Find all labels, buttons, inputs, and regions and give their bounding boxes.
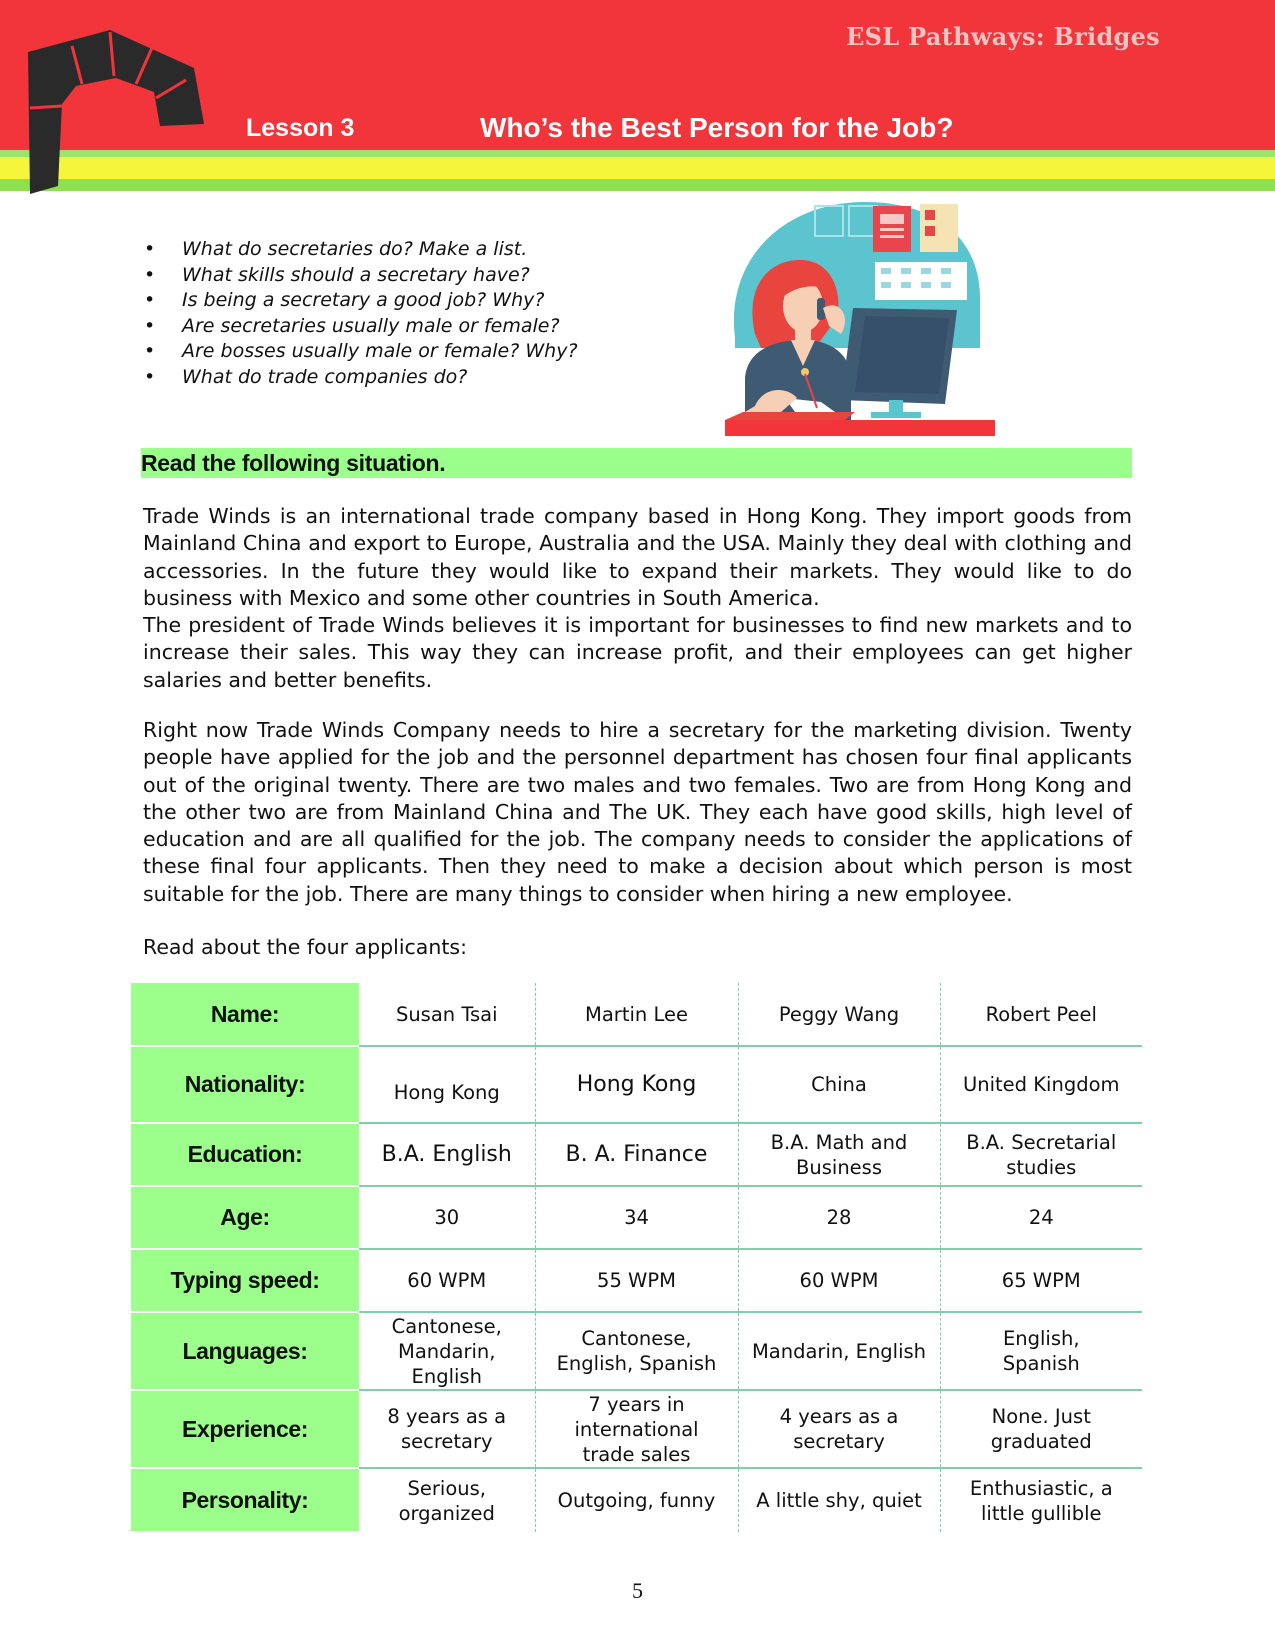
table-cell: 8 years as a secretary xyxy=(359,1390,535,1468)
table-row xyxy=(131,1312,1142,1390)
bullet-icon: • xyxy=(144,314,156,337)
table-cell: Serious, organized xyxy=(359,1468,535,1532)
table-cell: Enthusiastic, a little gullible xyxy=(969,1476,1113,1525)
table-cell: Susan Tsai xyxy=(359,983,535,1046)
applicants-table xyxy=(131,983,1142,1533)
table-cell: B.A. Math and Business xyxy=(738,1123,940,1186)
lesson-title: Who’s the Best Person for the Job? xyxy=(480,112,954,143)
text-line: Trade Winds is an international trade company based in Hong Kong. They import goods from xyxy=(143,504,1132,528)
text-line: The president of Trade Winds believes it is important for businesses to find new markets and to xyxy=(143,613,1132,638)
text-line: these final four applicants. Then they need to make a decision about which person is most xyxy=(143,854,1132,879)
table-row xyxy=(131,1249,1142,1312)
list-item: • What do trade companies do? xyxy=(144,365,468,388)
table-intro: Read about the four applicants: xyxy=(143,935,467,959)
page-number: 5 xyxy=(632,1578,643,1603)
table-row xyxy=(131,1123,1142,1186)
table-cell: Martin Lee xyxy=(535,983,738,1046)
table-cell: B. A. Finance xyxy=(535,1123,738,1186)
situation-paragraph-2 xyxy=(143,717,1132,908)
row-label-typing-speed: Typing speed: xyxy=(131,1249,359,1312)
table-cell: Cantonese, English, Spanish xyxy=(535,1312,738,1390)
bullet-icon: • xyxy=(144,365,156,388)
lesson-number: Lesson 3 xyxy=(246,114,355,142)
table-cell: 60 WPM xyxy=(359,1249,535,1312)
table-cell: 55 WPM xyxy=(535,1249,738,1312)
bullet-icon: • xyxy=(144,340,156,362)
text-line: people have applied for the job and the personnel department has chosen four final applicants xyxy=(143,745,1132,770)
table-cell: 28 xyxy=(738,1186,940,1249)
situation-paragraph-1 xyxy=(143,503,1132,694)
warmup-question-list xyxy=(140,237,578,390)
text-line: Mainland China and export to Europe, Australia and the USA. Mainly they deal with clothing and xyxy=(143,531,1132,556)
table-cell: Outgoing, funny xyxy=(535,1468,738,1532)
table-row xyxy=(131,1186,1142,1249)
table-cell: B.A. English xyxy=(359,1123,535,1186)
list-item: • Are secretaries usually male or female? xyxy=(144,314,560,337)
text-line: the other two are from Mainland China and The UK. They each have good skills, high level of xyxy=(143,799,1132,824)
section-heading: Read the following situation. xyxy=(141,448,1132,478)
table-cell: 60 WPM xyxy=(738,1249,940,1312)
table-cell: B.A. Secretarial studies xyxy=(940,1123,1142,1186)
table-cell: Hong Kong xyxy=(535,1046,738,1123)
row-label-experience: Experience: xyxy=(131,1390,359,1468)
row-label-age: Age: xyxy=(131,1186,359,1249)
table-row xyxy=(131,983,1142,1046)
table-cell: Hong Kong xyxy=(359,1046,535,1123)
table-cell: 30 xyxy=(359,1186,535,1249)
text-line: out of the original twenty. There are two males and two females. Two are from Hong Kong and xyxy=(143,772,1132,797)
text-line: business with Mexico and some other countries in South America. xyxy=(143,585,820,610)
row-label-nationality: Nationality: xyxy=(131,1046,359,1123)
list-item: • Is being a secretary a good job? Why? xyxy=(144,289,545,311)
row-label-personality: Personality: xyxy=(131,1468,359,1532)
table-row xyxy=(131,1468,1142,1532)
bullet-icon: • xyxy=(144,263,156,286)
table-cell: 4 years as a secretary xyxy=(738,1390,940,1468)
text-line: accessories. In the future they would like to expand their markets. They would like to do xyxy=(143,558,1132,583)
table-cell: Mandarin, English xyxy=(738,1312,940,1390)
table-cell: Cantonese, Mandarin, English xyxy=(359,1312,535,1390)
table-cell: 24 xyxy=(940,1186,1142,1249)
list-item: • Are bosses usually male or female? Why? xyxy=(144,340,578,362)
table-cell: English, Spanish xyxy=(940,1312,1142,1390)
row-label-languages: Languages: xyxy=(131,1312,359,1390)
list-item: • What skills should a secretary have? xyxy=(144,263,530,286)
table-cell: A little shy, quiet xyxy=(738,1468,940,1532)
text-line: salaries and better benefits. xyxy=(143,667,433,692)
bullet-icon: • xyxy=(144,289,156,311)
table-cell: Robert Peel xyxy=(940,983,1142,1046)
table-cell: Peggy Wang xyxy=(738,983,940,1046)
text-line: Right now Trade Winds Company needs to hire a secretary for the marketing division. Twenty xyxy=(143,718,1132,742)
bridge-arch-logo xyxy=(24,26,216,194)
bullet-icon: • xyxy=(144,238,156,260)
table-cell: None. Just graduated xyxy=(940,1390,1142,1468)
row-label-education: Education: xyxy=(131,1123,359,1186)
list-item: • What do secretaries do? Make a list. xyxy=(144,238,528,260)
secretary-on-phone-illustration xyxy=(725,198,995,436)
table-row xyxy=(131,1046,1142,1123)
table-row xyxy=(131,1390,1142,1468)
text-line: increase their sales. This way they can increase profit, and their employees can get higher xyxy=(143,640,1132,665)
table-cell: 34 xyxy=(535,1186,738,1249)
row-label-name: Name: xyxy=(131,983,359,1046)
text-line: education and are all qualified for the job. The company needs to consider the applications of xyxy=(143,827,1132,852)
table-cell: 65 WPM xyxy=(940,1249,1142,1312)
brand-title: ESL Pathways: Bridges xyxy=(846,22,1160,51)
table-cell: United Kingdom xyxy=(940,1046,1142,1123)
table-cell: 7 years in international trade sales xyxy=(535,1390,738,1468)
text-line: suitable for the job. There are many things to consider when hiring a new employee. xyxy=(143,881,1013,906)
table-cell: China xyxy=(738,1046,940,1123)
